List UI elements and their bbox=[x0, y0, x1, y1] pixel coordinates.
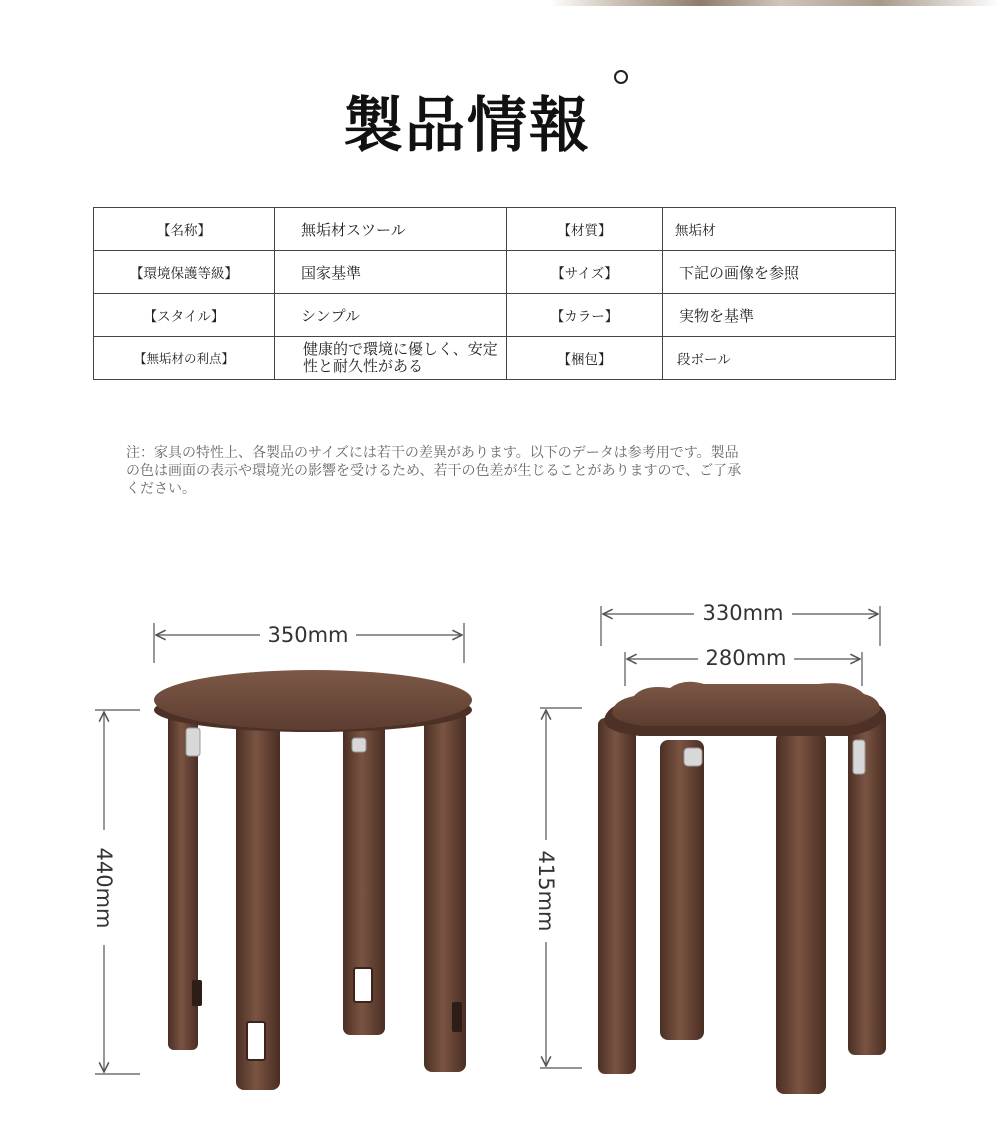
spec-value: 無垢材スツール bbox=[275, 208, 507, 251]
stool-leg bbox=[598, 718, 636, 1074]
spec-table bbox=[93, 207, 896, 380]
round-seat bbox=[154, 670, 472, 730]
spec-label: 【環境保護等級】 bbox=[94, 251, 275, 294]
table-row bbox=[94, 337, 896, 380]
square-stool bbox=[534, 601, 886, 1094]
round-stool bbox=[92, 623, 472, 1090]
top-photo-strip bbox=[0, 0, 1000, 6]
spec-value: 実物を基準 bbox=[663, 294, 896, 337]
leg-slot bbox=[247, 1022, 265, 1060]
metal-bracket bbox=[352, 738, 366, 752]
page-title: 製品情報 bbox=[343, 91, 591, 161]
spec-label: 【サイズ】 bbox=[507, 251, 663, 294]
spec-label: 【梱包】 bbox=[507, 337, 663, 380]
round-width-label: 350mm bbox=[267, 623, 349, 647]
square-seat bbox=[612, 682, 880, 726]
table-row bbox=[94, 251, 896, 294]
table-row bbox=[94, 294, 896, 337]
product-dimension-drawing bbox=[0, 560, 1000, 1120]
metal-bracket bbox=[853, 740, 865, 774]
table-row bbox=[94, 208, 896, 251]
metal-bracket bbox=[684, 748, 702, 766]
title-circle-mark bbox=[614, 70, 628, 84]
spec-value: シンプル bbox=[275, 294, 507, 337]
leg-slot bbox=[354, 968, 372, 1002]
leg-slot bbox=[452, 1002, 462, 1032]
square-outer-width-label: 330mm bbox=[702, 601, 784, 625]
square-inner-width-label: 280mm bbox=[705, 646, 787, 670]
disclaimer-note: 注：家具の特性上、各製品のサイズには若干の差異があります。以下のデータは参考用です。製品の色は画面の表示や環境光の影響を受けるため、若干の色差が生じることがありますので、ご了承ください。 bbox=[126, 445, 742, 497]
spec-label: 【名称】 bbox=[94, 208, 275, 251]
spec-value: 健康的で環境に優しく、安定性と耐久性がある bbox=[275, 337, 507, 380]
leg-slot bbox=[192, 980, 202, 1006]
spec-label: 【スタイル】 bbox=[94, 294, 275, 337]
spec-value: 下記の画像を参照 bbox=[663, 251, 896, 294]
stool-leg bbox=[660, 740, 704, 1040]
spec-label: 【カラー】 bbox=[507, 294, 663, 337]
spec-value: 無垢材 bbox=[663, 208, 896, 251]
round-height-label: 440mm bbox=[92, 847, 116, 929]
spec-label: 【無垢材の利点】 bbox=[94, 337, 275, 380]
metal-bracket bbox=[186, 728, 200, 756]
stool-leg bbox=[776, 732, 826, 1094]
square-height-label: 415mm bbox=[534, 850, 558, 932]
spec-label: 【材質】 bbox=[507, 208, 663, 251]
spec-value: 国家基準 bbox=[275, 251, 507, 294]
spec-value: 段ボール bbox=[663, 337, 896, 380]
